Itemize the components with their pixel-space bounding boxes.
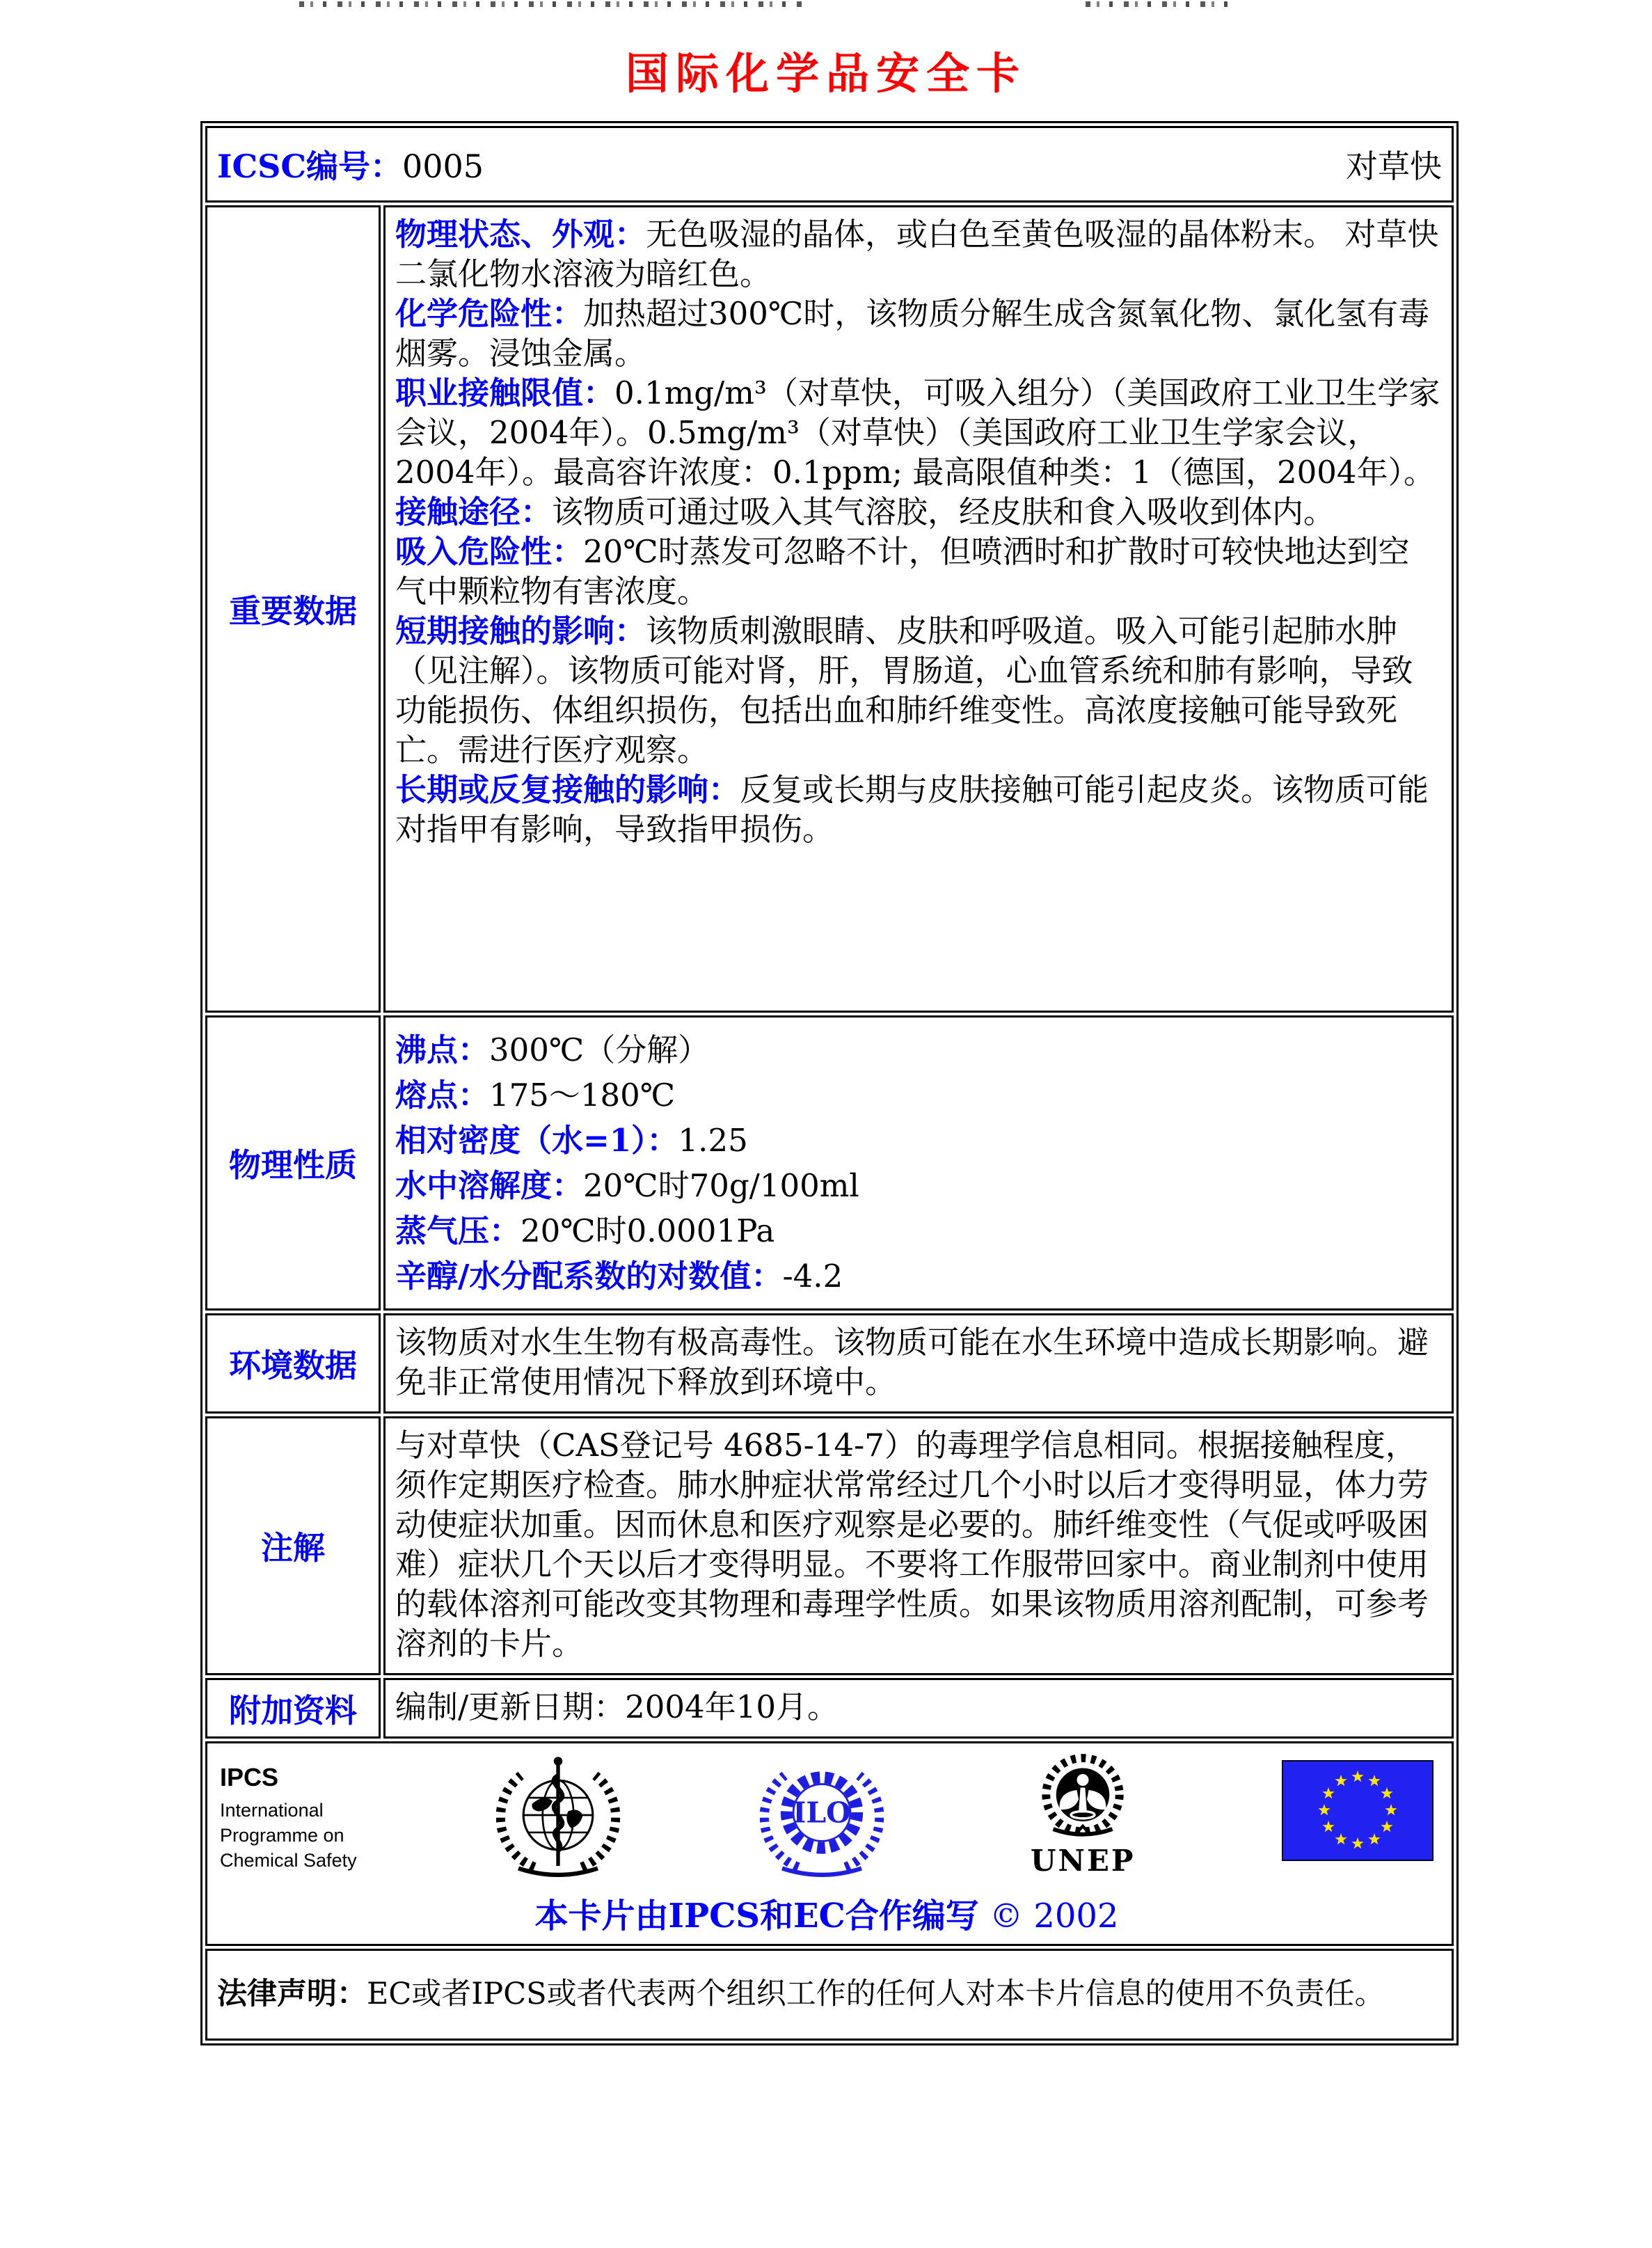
environmental-data-content: 该物质对水生生物有极高毒性。该物质可能在水生环境中造成长期影响。避免非正常使用情况下释放到环境中。 bbox=[383, 1313, 1454, 1414]
ipcs-line: Chemical Safety bbox=[220, 1850, 357, 1871]
unep-logo-block bbox=[1024, 1753, 1142, 1878]
field-label: 辛醇/水分配系数的对数值： bbox=[395, 1258, 783, 1295]
row-label-notes: 注解 bbox=[205, 1416, 381, 1675]
icsc-number-value: 0005 bbox=[402, 148, 484, 186]
important-data-content bbox=[383, 205, 1454, 1013]
icsc-header-cell bbox=[205, 126, 1454, 203]
clipped-text-fragment bbox=[1086, 1, 1228, 7]
labeled-paragraph bbox=[395, 214, 1440, 294]
field-label: 蒸气压： bbox=[395, 1212, 521, 1250]
row-label-physical-properties: 物理性质 bbox=[205, 1015, 381, 1311]
labeled-paragraph bbox=[395, 770, 1440, 849]
legal-row bbox=[205, 1949, 1454, 2041]
labeled-paragraph bbox=[395, 492, 1440, 532]
field-value: 300℃（分解） bbox=[489, 1031, 710, 1069]
clipped-page-header bbox=[0, 0, 1652, 10]
labeled-paragraph bbox=[395, 1072, 1440, 1118]
labeled-paragraph bbox=[395, 373, 1440, 492]
field-label: 沸点： bbox=[395, 1031, 490, 1069]
legal-text: EC或者IPCS或者代表两个组织工作的任何人对本卡片信息的使用不负责任。 bbox=[367, 1977, 1385, 2012]
field-label: 长期或反复接触的影响： bbox=[395, 771, 740, 809]
field-value: 0.1mg/m³（对草快，可吸入组分）（美国政府工业卫生学家会议，2004年）。0.5mg/m³（对草快）（美国政府工业卫生学家会议，2004年）。最高容许浓度：0.1ppm; 最高限值种类：1（德国，2004年）。 bbox=[395, 374, 1440, 491]
icsc-number-label: ICSC编号： bbox=[217, 148, 402, 186]
clipped-text-fragment bbox=[299, 1, 807, 7]
logos-row bbox=[205, 1741, 1454, 1946]
field-value: 反复或长期与皮肤接触可能引起皮炎。该物质可能对指甲有影响，导致指甲损伤。 bbox=[395, 771, 1429, 848]
labeled-paragraph bbox=[395, 1163, 1440, 1208]
page-title: 国际化学品安全卡 bbox=[625, 48, 1026, 99]
labeled-paragraph bbox=[395, 1027, 1440, 1072]
labeled-paragraph bbox=[395, 611, 1440, 770]
organization-logos bbox=[220, 1753, 1433, 1878]
labeled-paragraph bbox=[395, 1208, 1440, 1253]
chemical-name: 对草快 bbox=[1346, 148, 1442, 186]
field-label: 吸入危险性： bbox=[395, 533, 584, 571]
legal-notice bbox=[205, 1949, 1454, 2041]
caption-year: © 2002 bbox=[990, 1897, 1119, 1936]
icsc-card bbox=[200, 121, 1459, 2045]
field-value: 20℃时蒸发可忽略不计，但喷洒时和扩散时可较快地达到空气中颗粒物有害浓度。 bbox=[395, 533, 1410, 610]
legal-label: 法律声明： bbox=[217, 1977, 367, 2011]
labeled-paragraph bbox=[395, 1253, 1440, 1299]
field-value: 175～180℃ bbox=[489, 1077, 676, 1114]
icsc-header-row bbox=[205, 126, 1454, 203]
notes-content: 与对草快（CAS登记号 4685-14-7）的毒理学信息相同。根据接触程度，须作定期医疗检查。肺水肿症状常常经过几个小时以后才变得明显，体力劳动使症状加重。因而休息和医疗观察是必要的。肺纤维变性（气促或呼吸困难）症状几个天以后才变得明显。不要将工作服带回家中。商业制剂中使用的载体溶剂可能改变其物理和毒理学性质。如果该物质用溶剂配制，可参考溶剂的卡片。 bbox=[383, 1416, 1454, 1675]
ipcs-text-block bbox=[220, 1753, 357, 1873]
field-label: 物理状态、外观： bbox=[395, 216, 646, 253]
ipcs-line: Programme on bbox=[220, 1825, 344, 1846]
field-label: 职业接触限值： bbox=[395, 374, 615, 412]
important-data-row bbox=[205, 205, 1454, 1013]
ilo-letters: ILO bbox=[793, 1796, 852, 1830]
field-label: 相对密度（水=1）： bbox=[395, 1122, 678, 1159]
ilo-emblem-icon bbox=[760, 1753, 884, 1877]
physical-properties-row bbox=[205, 1015, 1454, 1311]
labeled-paragraph bbox=[395, 1118, 1440, 1163]
who-emblem-icon bbox=[496, 1753, 620, 1877]
caption-text: 本卡片由IPCS和EC合作编写 bbox=[534, 1897, 979, 1936]
field-label: 水中溶解度： bbox=[395, 1167, 584, 1205]
ipcs-acronym: IPCS bbox=[220, 1763, 279, 1792]
field-value: 1.25 bbox=[678, 1122, 748, 1159]
field-value: 无色吸湿的晶体，或白色至黄色吸湿的晶体粉末。 对草快二氯化物水溶液为暗红色。 bbox=[395, 216, 1439, 293]
field-value: 该物质刺激眼睛、皮肤和呼吸道。吸入可能引起肺水肿（见注解）。该物质可能对肾，肝，胃肠道，心血管系统和肺有影响，导致功能损伤、体组织损伤，包括出血和肺纤维变性。高浓度接触可能导致死亡。需进行医疗观察。 bbox=[395, 612, 1413, 769]
field-label: 化学危险性： bbox=[395, 295, 584, 333]
row-label-additional-info: 附加资料 bbox=[205, 1678, 381, 1739]
unep-label: UNEP bbox=[1030, 1844, 1136, 1878]
field-label: 熔点： bbox=[395, 1077, 490, 1114]
field-value: 20℃时70g/100ml bbox=[583, 1167, 859, 1205]
field-label: 短期接触的影响： bbox=[395, 612, 646, 650]
icsc-number bbox=[217, 141, 484, 187]
labeled-paragraph bbox=[395, 532, 1440, 611]
notes-row bbox=[205, 1416, 1454, 1675]
field-value: 加热超过300℃时，该物质分解生成含氮氧化物、氯化氢有毒烟雾。浸蚀金属。 bbox=[395, 295, 1430, 372]
field-label: 接触途径： bbox=[395, 493, 553, 531]
physical-properties-content bbox=[383, 1015, 1454, 1311]
additional-info-content: 编制/更新日期：2004年10月。 bbox=[383, 1678, 1454, 1739]
field-value: -4.2 bbox=[782, 1258, 843, 1295]
eu-flag-wrap bbox=[1282, 1753, 1433, 1864]
labeled-paragraph bbox=[395, 294, 1440, 373]
field-value: 20℃时0.0001Pa bbox=[521, 1212, 775, 1250]
logos-cell bbox=[205, 1741, 1454, 1946]
row-label-environmental-data: 环境数据 bbox=[205, 1313, 381, 1414]
ipcs-line: International bbox=[220, 1800, 324, 1821]
unep-emblem-icon bbox=[1024, 1753, 1142, 1842]
eu-flag-icon bbox=[1282, 1760, 1433, 1861]
field-value: 该物质可通过吸入其气溶胶，经皮肤和食入吸收到体内。 bbox=[552, 493, 1335, 531]
row-label-important-data: 重要数据 bbox=[205, 205, 381, 1013]
cooperation-caption bbox=[220, 1889, 1433, 1937]
additional-info-row bbox=[205, 1678, 1454, 1739]
environmental-data-row bbox=[205, 1313, 1454, 1414]
